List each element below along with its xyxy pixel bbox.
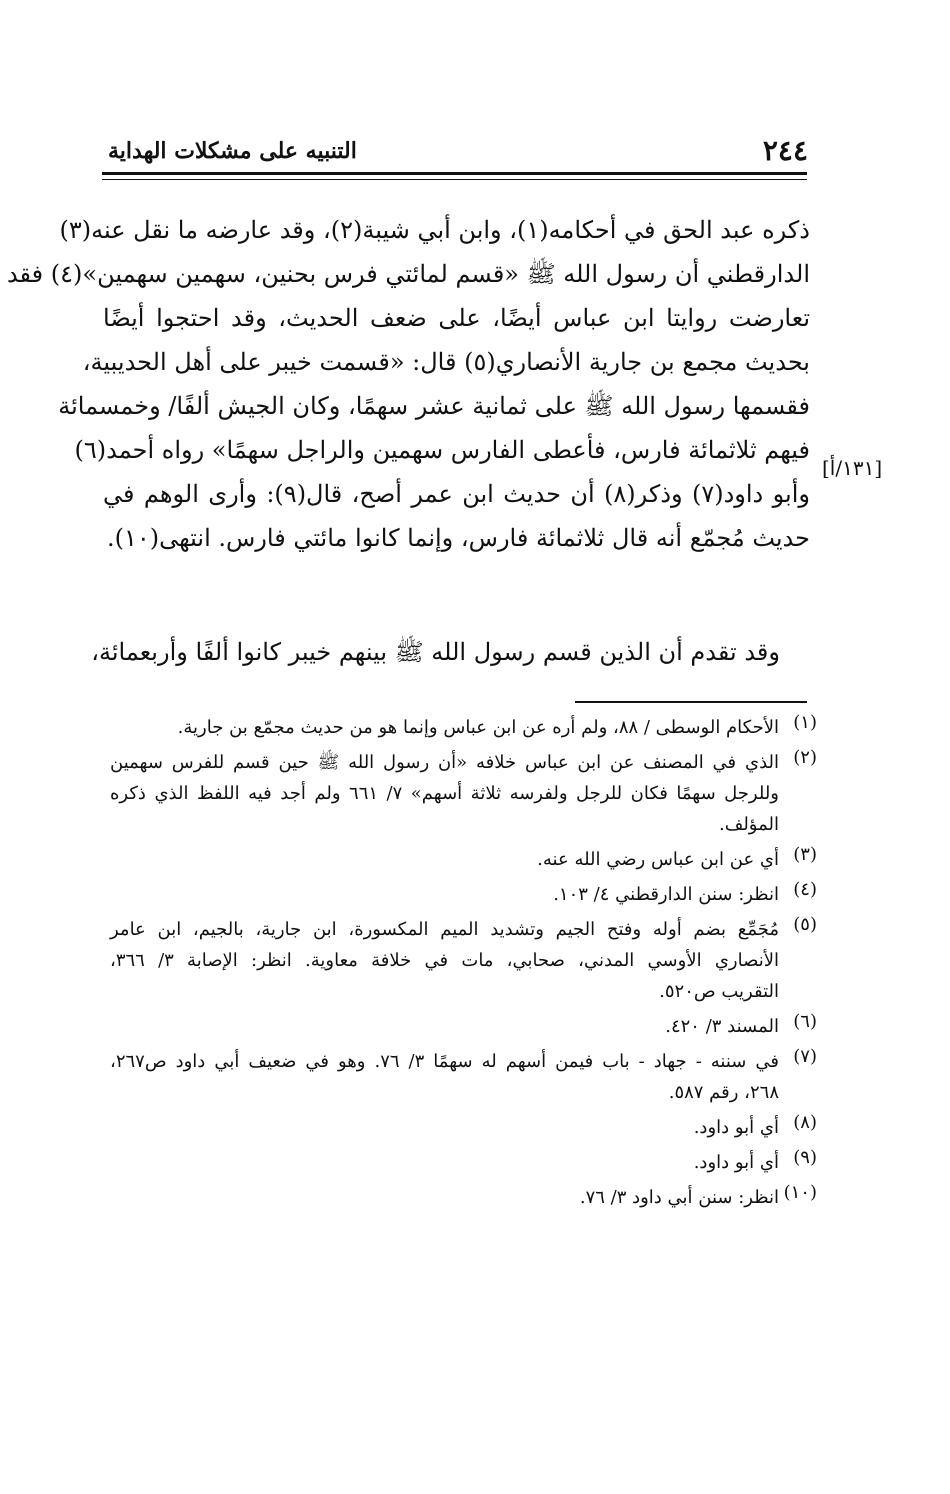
footnote-line: الأنصاري الأوسي المدني، صحابي، مات في خلافة معاوية. انظر: الإصابة ٣/ ٣٦٦، <box>110 950 779 971</box>
footnote-8 <box>110 1112 817 1143</box>
footnote-line: أي أبو داود. <box>693 1152 779 1173</box>
text-line: فيهم ثلاثمائة فارس، فأعطى الفارس سهمين والراجل سهمًا» رواه أحمد(٦) <box>74 436 810 464</box>
footnote-number: (٨) <box>793 1112 817 1133</box>
text-line: تعارضت روايتا ابن عباس أيضًا، على ضعف الحديث، وقد احتجوا أيضًا <box>103 304 810 332</box>
page-header <box>108 128 808 170</box>
footnote-line: الأحكام الوسطى / ٨٨، ولم أره عن ابن عباس وإنما هو من حديث مجمّع بن جارية. <box>177 717 779 738</box>
text-line: بحديث مجمع بن جارية الأنصاري(٥) قال: «قسمت خيبر على أهل الحديبية، <box>82 348 810 376</box>
footnote-1 <box>110 712 817 743</box>
footnotes <box>110 712 817 1213</box>
footnote-number: (٣) <box>793 844 817 865</box>
running-title: التنبيه على مشكلات الهداية <box>108 138 357 164</box>
text-line: الدارقطني أن رسول الله ﷺ «قسم لمائتي فرس بحنين، سهمين سهمين»(٤) فقد <box>6 260 810 288</box>
footnote-3 <box>110 844 817 875</box>
header-rule-thin <box>102 179 807 180</box>
text-line: وأبو داود(٧) وذكر(٨) أن حديث ابن عمر أصح، قال(٩): وأرى الوهم في <box>103 480 810 508</box>
footnote-line: ٢٦٨، رقم ٥٨٧. <box>668 1082 779 1103</box>
footnote-number: (١) <box>793 712 817 733</box>
footnote-line: وللرجل سهمًا فكان للرجل ولفرسه ثلاثة أسهم» ٧/ ٦٦١ ولم أجد فيه اللفظ الذي ذكره <box>110 783 779 804</box>
footnote-line: المسند ٣/ ٤٢٠. <box>665 1016 779 1037</box>
text-line: حديث مُجمّع أنه قال ثلاثمائة فارس، وإنما كانوا مائتي فارس. انتهى(١٠). <box>106 524 810 552</box>
footnote-2 <box>110 747 817 840</box>
text-line: فقسمها رسول الله ﷺ على ثمانية عشر سهمًا، وكان الجيش ألفًا/ وخمسمائة <box>58 392 810 420</box>
footnote-6 <box>110 1011 817 1042</box>
footnote-number: (٥) <box>793 914 817 935</box>
footnote-9 <box>110 1147 817 1178</box>
footnote-line: الذي في المصنف عن ابن عباس خلافه «أن رسول الله ﷺ حين قسم للفرس سهمين <box>110 752 779 773</box>
footnote-number: (٢) <box>793 747 817 768</box>
text-line: ذكره عبد الحق في أحكامه(١)، وابن أبي شيبة(٢)، وقد عارضه ما نقل عنه(٣) <box>59 216 810 244</box>
footnote-separator <box>575 701 807 703</box>
manuscript-folio-marker: [١٣١/أ] <box>822 456 883 480</box>
header-rule-thick <box>102 172 807 175</box>
footnote-10 <box>110 1182 817 1213</box>
footnote-line: انظر: سنن الدارقطني ٤/ ١٠٣. <box>553 884 779 905</box>
footnote-line: انظر: سنن أبي داود ٣/ ٧٦. <box>579 1187 779 1208</box>
footnote-7 <box>110 1046 817 1108</box>
footnote-number: (٦) <box>793 1011 817 1032</box>
footnote-line: مُجَمِّع بضم أوله وفتح الجيم وتشديد الميم المكسورة، ابن جارية، بالجيم، ابن عامر <box>110 919 779 940</box>
footnote-line: في سننه - جهاد - باب فيمن أسهم له سهمًا ٣/ ٧٦. وهو في ضعيف أبي داود ص٢٦٧، <box>110 1051 779 1072</box>
main-text-paragraph-2 <box>91 630 810 674</box>
footnote-number: (٤) <box>793 879 817 900</box>
footnote-line: أي أبو داود. <box>693 1117 779 1138</box>
footnote-5 <box>110 914 817 1007</box>
main-text-paragraph-1 <box>6 208 810 560</box>
footnote-line: المؤلف. <box>718 814 779 835</box>
text-line: وقد تقدم أن الذين قسم رسول الله ﷺ بينهم خيبر كانوا ألفًا وأربعمائة، <box>91 638 780 666</box>
footnote-number: (١٠) <box>783 1182 817 1203</box>
footnote-number: (٧) <box>793 1046 817 1067</box>
footnote-line: أي عن ابن عباس رضي الله عنه. <box>537 849 779 870</box>
footnote-4 <box>110 879 817 910</box>
footnote-line: التقريب ص٥٢٠. <box>659 981 779 1002</box>
footnote-number: (٩) <box>793 1147 817 1168</box>
page-number: ٢٤٤ <box>762 134 808 167</box>
